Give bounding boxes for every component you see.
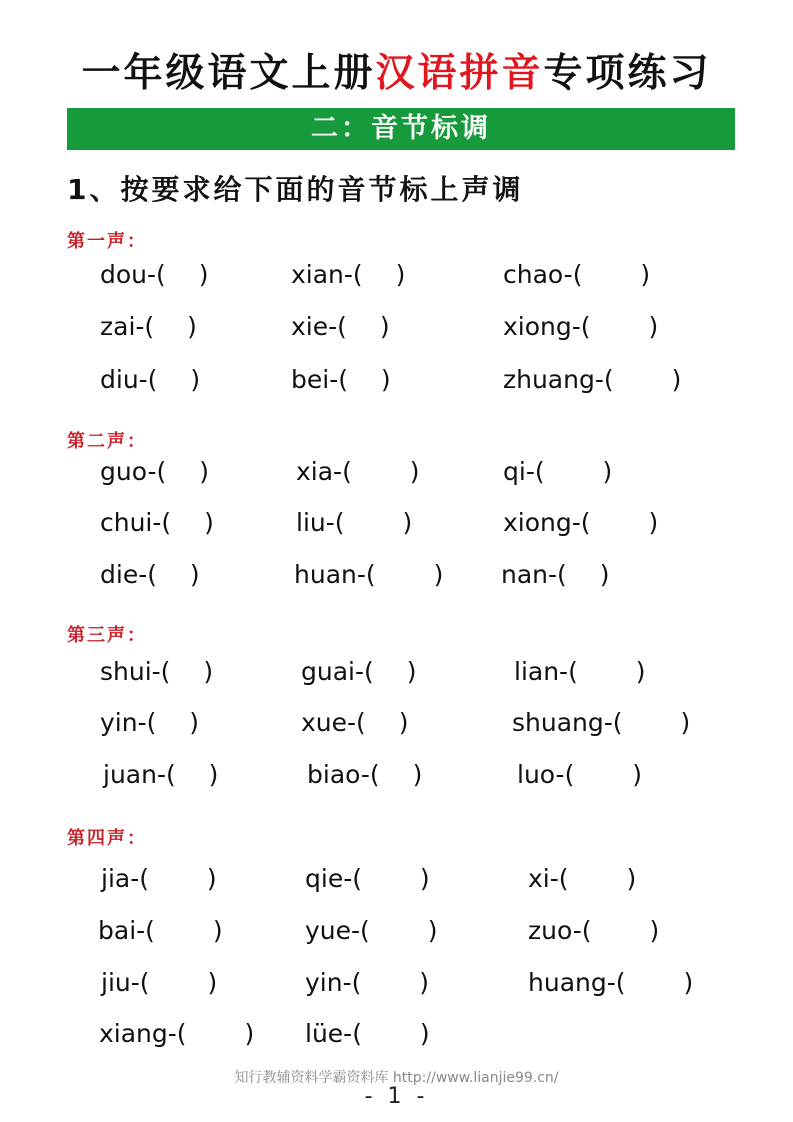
exercise-item: guo-( ) <box>100 457 209 486</box>
exercise-item: zuo-( ) <box>528 916 660 945</box>
exercise-item: xiong-( ) <box>503 508 659 537</box>
exercise-item: xia-( ) <box>296 457 420 486</box>
title-highlight: 汉语拼音 <box>375 51 544 96</box>
exercise-item: xiang-( ) <box>99 1019 255 1048</box>
title-prefix: 一年级语文上册 <box>81 51 376 96</box>
exercise-item: guai-( ) <box>301 657 417 686</box>
exercise-item: jia-( ) <box>101 864 217 893</box>
exercise-item: dou-( ) <box>100 260 209 289</box>
exercise-item: biao-( ) <box>307 760 423 789</box>
exercise-item: qie-( ) <box>305 864 430 893</box>
exercise-item: xi-( ) <box>528 864 637 893</box>
exercise-item: zai-( ) <box>100 312 197 341</box>
exercise-item: die-( ) <box>100 560 200 589</box>
exercise-item: lian-( ) <box>514 657 646 686</box>
footer-watermark: 知行教辅资料学霸资料库 http://www.lianjie99.cn/ <box>234 1070 559 1086</box>
section-banner: 二：音节标调 <box>67 108 735 150</box>
exercise-item: xian-( ) <box>291 260 406 289</box>
exercise-item: yue-( ) <box>305 916 438 945</box>
exercise-item: xiong-( ) <box>503 312 659 341</box>
exercise-item: nan-( ) <box>501 560 610 589</box>
exercise-item: yin-( ) <box>100 708 200 737</box>
exercise-item: yin-( ) <box>305 968 430 997</box>
exercise-item: xie-( ) <box>291 312 390 341</box>
exercise-item: luo-( ) <box>517 760 643 789</box>
exercise-item: huang-( ) <box>528 968 694 997</box>
question-heading: 1、按要求给下面的音节标上声调 <box>67 173 524 206</box>
exercise-item: diu-( ) <box>100 365 201 394</box>
exercise-item: qi-( ) <box>503 457 613 486</box>
exercise-item: huan-( ) <box>294 560 444 589</box>
exercise-item: liu-( ) <box>296 508 413 537</box>
exercise-item: juan-( ) <box>103 760 219 789</box>
exercise-item: chui-( ) <box>100 508 214 537</box>
exercise-item: xue-( ) <box>301 708 409 737</box>
exercise-item: zhuang-( ) <box>503 365 682 394</box>
tone-label-2: 第二声： <box>67 431 147 452</box>
page-number: - 1 - <box>364 1084 429 1109</box>
page-title <box>0 44 793 104</box>
exercise-item: shui-( ) <box>100 657 214 686</box>
exercise-item: bai-( ) <box>98 916 223 945</box>
tone-label-3: 第三声： <box>67 625 147 646</box>
exercise-item: lüe-( ) <box>305 1019 430 1048</box>
exercise-item: jiu-( ) <box>101 968 218 997</box>
tone-label-4: 第四声： <box>67 828 147 849</box>
title-suffix: 专项练习 <box>543 51 712 96</box>
tone-label-1: 第一声： <box>67 231 147 252</box>
exercise-item: bei-( ) <box>291 365 391 394</box>
exercise-item: shuang-( ) <box>512 708 691 737</box>
exercise-item: chao-( ) <box>503 260 651 289</box>
